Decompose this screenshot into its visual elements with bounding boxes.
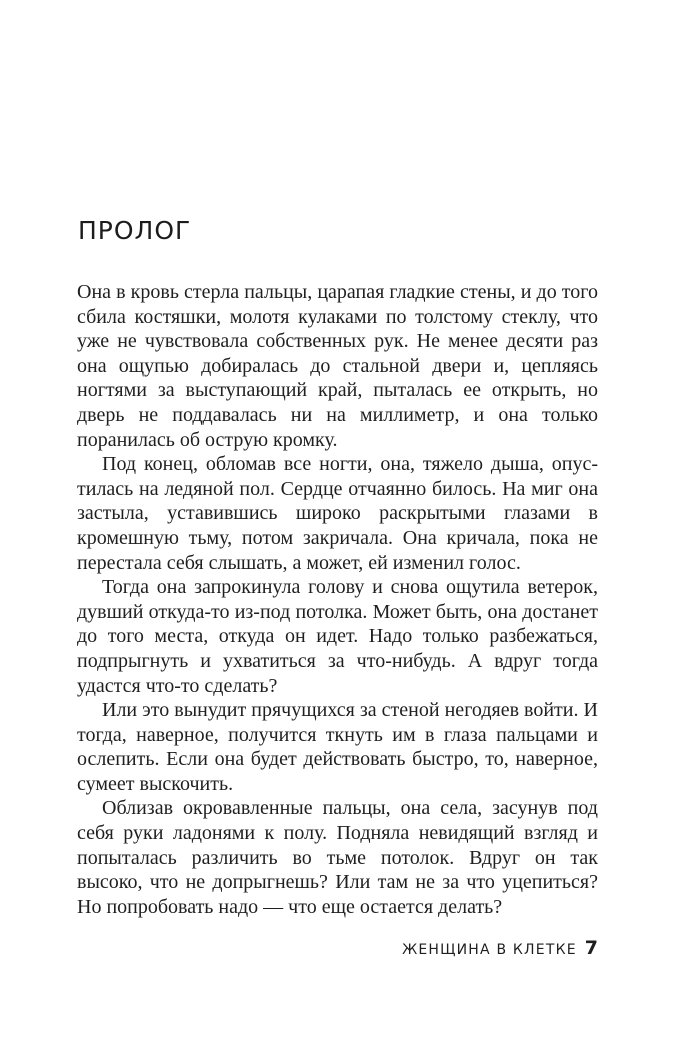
paragraph: Или это вынудит прячущихся за стеной негодяев войти. И тогда, наверное, получится ткнуть им в глаза пальцами и ослепить. Если она будет действовать быстро, то, наверное, сумеет выскочить.	[77, 699, 598, 795]
paragraph: Под конец, обломав все ногти, она, тяжело дыша, опустилась на ледяной пол. Сердце отчаянно билось. На миг она застыла, уставившись широко раскрытыми глазами в кромешную тьму, потом закричала. Она кричала, пока не перестала себя слышать, а может, ей изменил голос.	[77, 453, 598, 574]
page-number: 7	[584, 937, 598, 959]
chapter-title: ПРОЛОГ	[78, 216, 192, 245]
chapter-body	[77, 280, 598, 919]
paragraph: Облизав окровавленные пальцы, она села, засунув под себя руки ладонями к полу. Подняла невидящий взгляд и попыталась различить во тьме потолок. Вдруг он так высоко, что не допрыгнешь? Или там не за что уцепиться? Но попробовать надо — что еще остается делать?	[77, 797, 598, 918]
paragraph: Она в кровь стерла пальцы, царапая гладкие стены, и до того сбила костяшки, молотя кулаками по толстому стеклу, что уже не чувствовала собственных рук. Не менее десяти раз она ощупью добиралась до стальной двери и, цепляясь ногтями за выступающий край, пыталась ее открыть, но дверь не поддавалась ни на миллиметр, и она только поранилась об острую кромку.	[77, 281, 598, 451]
running-title: ЖЕНЩИНА В КЛЕТКЕ	[402, 942, 577, 958]
running-footer	[300, 937, 598, 959]
paragraph: Тогда она запрокинула голову и снова ощутила ветерок, дувший откуда-то из-под потолка. Может быть, она достанет до того места, откуда он идет. Надо только разбежаться, подпрыгнуть и ухватиться за что-нибудь. А вдруг тогда удастся что-то сделать?	[77, 576, 598, 697]
